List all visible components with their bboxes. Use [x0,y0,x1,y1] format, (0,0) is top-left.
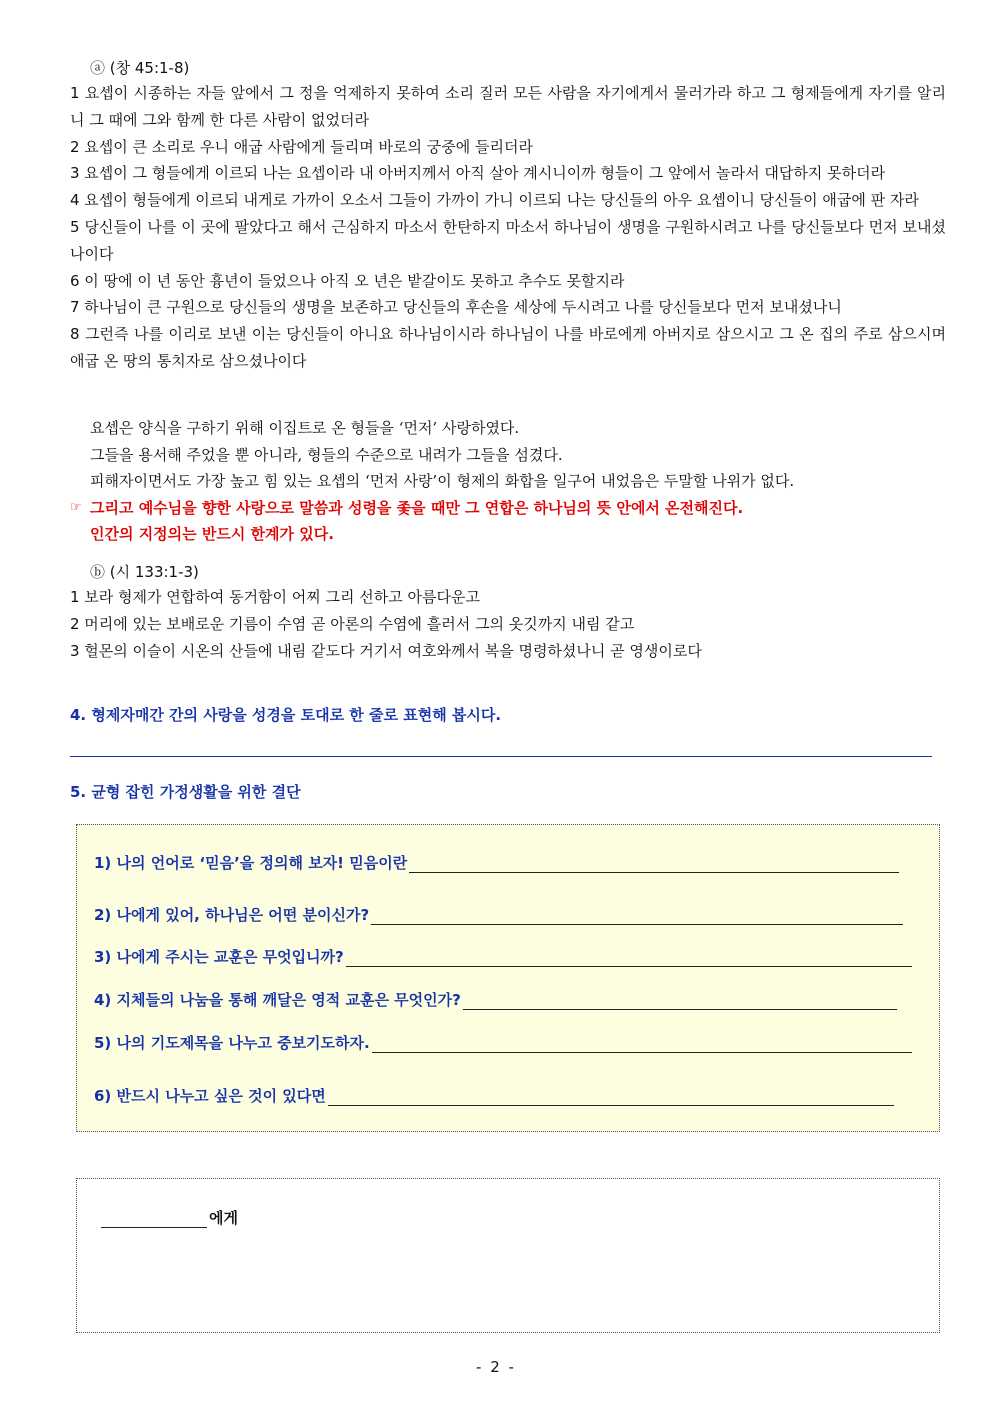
recipient-blank[interactable] [101,1213,207,1228]
resolution-item: 4) 지체들의 나눔을 통해 깨달은 영적 교훈은 무엇인가? [94,989,897,1010]
verse: 1 보라 형제가 연합하여 동거함이 어찌 그리 선하고 아름다운고 [70,588,480,606]
question-4-heading: 4. 형제자매간 간의 사랑을 성경을 토대로 한 줄로 표현해 봅시다. [70,706,502,724]
section-a-verses [70,80,946,375]
answer-blank[interactable] [463,995,897,1010]
highlight-line: 인간의 지정의는 반드시 한계가 있다. [90,525,334,543]
answer-blank[interactable] [409,858,899,873]
verse: 2 머리에 있는 보배로운 기름이 수염 곧 아론의 수염에 흘러서 그의 옷깃까지 내림 같고 [70,614,635,633]
letter-box [76,1178,940,1333]
verse: 7 하나님이 큰 구원으로 당신들의 생명을 보존하고 당신들의 후손을 세상에 두시려고 나를 당신들보다 먼저 보내셨나니 [70,298,842,317]
verse: 3 헐몬의 이슬이 시온의 산들에 내림 같도다 거기서 여호와께서 복을 명령하셨나니 곧 영생이로다 [70,641,702,660]
resolution-item: 3) 나에게 주시는 교훈은 무엇입니까? [94,946,912,967]
page-number: - 2 - [476,1358,516,1376]
answer-blank[interactable] [346,952,912,967]
verse: 1 요셉이 시종하는 자들 앞에서 그 정을 억제하지 못하여 소리 질러 모든 사람을 자기에게서 물러가라 하고 그 형제들에게 자기를 알리니 그 때에 그와 함께 한 다른 사람이 없었더라 [70,84,946,129]
verse: 2 요셉이 큰 소리로 우니 애굽 사람에게 들리며 바로의 궁중에 들리더라 [70,137,533,156]
verse: 8 그런즉 나를 이리로 보낸 이는 당신들이 아니요 하나님이시라 하나님이 나를 바로에게 아버지로 삼으시고 그 온 집의 주로 삼으시며 애굽 온 땅의 통치자로 삼으셨나이다 [70,325,946,370]
verse: 3 요셉이 그 형들에게 이르되 나는 요셉이라 내 아버지께서 아직 살아 계시니이까 형들이 그 앞에서 놀라서 대답하지 못하더라 [70,164,886,183]
commentary [70,415,930,548]
answer-blank[interactable] [328,1091,894,1106]
letter-recipient: 에게 [101,1207,238,1228]
question-5-heading: 5. 균형 잡힌 가정생활을 위한 결단 [70,783,301,801]
section-b-verses [70,584,946,664]
answer-blank[interactable] [371,910,903,925]
resolution-item: 2) 나에게 있어, 하나님은 어떤 분이신가? [94,904,903,925]
question-4-answer-line[interactable] [70,756,932,757]
highlight-line [70,495,930,522]
commentary-line: 요셉은 양식을 구하기 위해 이집트로 온 형들을 ‘먼저’ 사랑하였다. [90,419,520,437]
verse: 5 당신들이 나를 이 곳에 팔았다고 해서 근심하지 마소서 한탄하지 마소서 하나님이 생명을 구원하시려고 나를 당신들보다 먼저 보내셨나이다 [70,217,946,263]
resolution-item: 6) 반드시 나누고 싶은 것이 있다면 [94,1085,894,1106]
pointing-hand-icon: ☞ [70,499,82,515]
resolution-item: 5) 나의 기도제목을 나누고 중보기도하자. [94,1032,912,1053]
resolution-item: 1) 나의 언어로 ‘믿음’을 정의해 보자! 믿음이란 [94,852,899,873]
answer-blank[interactable] [372,1038,912,1053]
section-a-reference: ⓐ (창 45:1-8) [90,59,190,77]
commentary-line: 그들을 용서해 주었을 뿐 아니라, 형들의 수준으로 내려가 그들을 섬겼다. [90,445,563,464]
commentary-line: 피해자이면서도 가장 높고 힘 있는 요셉의 ‘먼저 사랑’이 형제의 화합을 일구어 내었음은 두말할 나위가 없다. [90,472,795,490]
resolution-box [76,824,940,1132]
section-b-reference: ⓑ (시 133:1-3) [90,563,199,581]
verse: 4 요셉이 형들에게 이르되 내게로 가까이 오소서 그들이 가까이 가니 이르되 나는 당신들의 아우 요셉이니 당신들이 애굽에 판 자라 [70,191,919,210]
verse: 6 이 땅에 이 년 동안 흉년이 들었으나 아직 오 년은 밭갈이도 못하고 추수도 못할지라 [70,271,625,290]
highlight-text: 그리고 예수님을 향한 사랑으로 말씀과 성령을 좇을 때만 그 연합은 하나님의 뜻 안에서 온전해진다. [90,498,744,517]
